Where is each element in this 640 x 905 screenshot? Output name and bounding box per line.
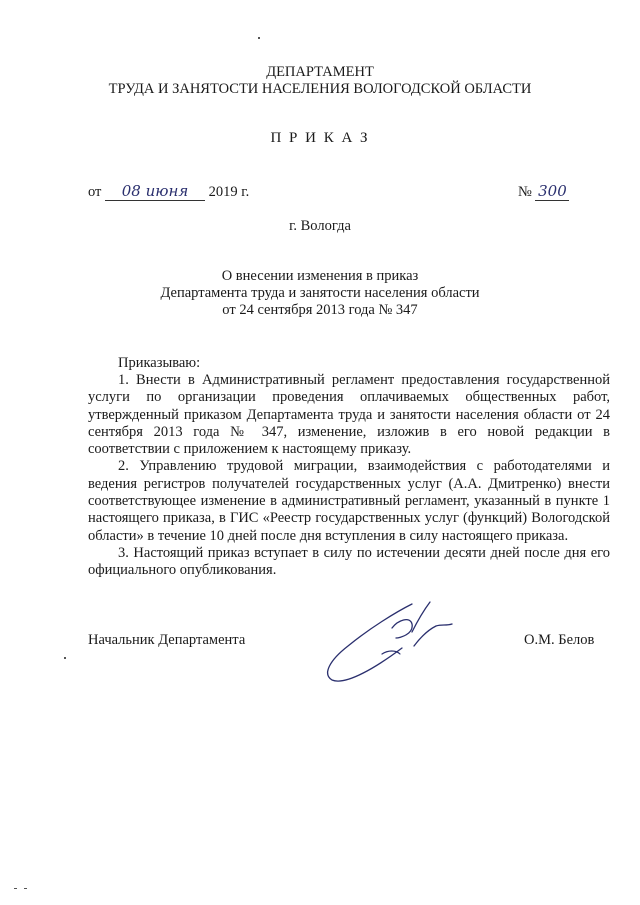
subject-line-3: от 24 сентября 2013 года № 347 <box>222 302 418 318</box>
department-title: ДЕПАРТАМЕНТ <box>266 64 374 80</box>
date-prefix: от <box>88 184 102 200</box>
signature <box>300 590 500 690</box>
date-field <box>105 184 205 201</box>
scan-speck <box>258 37 260 39</box>
date-line <box>88 184 249 201</box>
order-intro: Приказываю: <box>118 355 201 371</box>
subject-line-2: Департамента труда и занятости населения области <box>160 285 480 301</box>
order-item-3: 3. Настоящий приказ вступает в силу по истечении десяти дней после дня его официального опубликования. <box>88 544 610 579</box>
handwritten-number: 300 <box>538 182 567 200</box>
number-field <box>535 184 569 201</box>
handwritten-date: 08 июня <box>121 182 189 200</box>
number-prefix: № <box>518 184 532 200</box>
scan-speck <box>64 657 66 659</box>
document-type: П Р И К А З <box>270 130 370 146</box>
city: г. Вологда <box>289 218 351 234</box>
order-item-2: 2. Управлению трудовой миграции, взаимодействия с работодателями и ведения регистров получателей государственных услуг (А.А. Дмитренко) внести соответствующее изменение в административный регламент, указанный в пункте 1 настоящего приказа, в ГИС «Реестр государственных услуг (функций) Вологодской области» в течение 10 дней после дня вступления в силу настоящего приказа. <box>88 458 610 544</box>
order-body <box>88 372 610 580</box>
subject-line-1: О внесении изменения в приказ <box>221 268 419 284</box>
scan-speck <box>14 888 17 889</box>
scan-speck <box>24 888 27 889</box>
date-year: 2019 г. <box>208 184 250 200</box>
department-full-title: ТРУДА И ЗАНЯТОСТИ НАСЕЛЕНИЯ ВОЛОГОДСКОЙ ОБЛАСТИ <box>108 81 532 97</box>
signatory-name: О.М. Белов <box>524 632 595 648</box>
signatory-position: Начальник Департамента <box>88 632 246 648</box>
number-line <box>518 184 569 201</box>
order-item-1: 1. Внести в Административный регламент предоставления государственной услуги по организации проведения оплачиваемых общественных работ, утвержденный приказом Департамента труда и занятости населения области от 24 сентября 2013 года № 347, изменение, изложив в его новой редакции в соответствии с приложением к настоящему приказу. <box>88 372 610 458</box>
